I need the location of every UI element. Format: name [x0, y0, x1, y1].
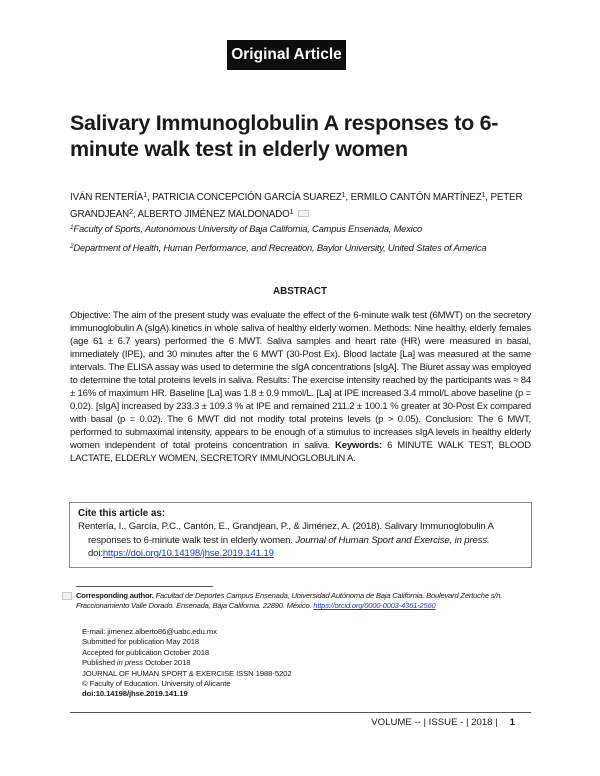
author-name: PETER GRANDJEAN — [70, 192, 523, 220]
article-type-banner: Original Article — [227, 40, 346, 70]
published-date: Published in press October 2018 — [82, 658, 191, 668]
publication-metadata — [82, 627, 502, 700]
citation-heading: Cite this article as: — [78, 508, 166, 519]
keywords: 6 MINUTE WALK TEST, BLOOD LACTATE, ELDERLY WOMEN, SECRETORY IMMUNOGLOBULIN A. — [70, 440, 531, 464]
author-affiliation-marker: 1 — [289, 209, 294, 216]
copyright: © Faculty of Education. University of Alicante — [82, 679, 231, 689]
abstract-heading: ABSTRACT — [273, 286, 327, 297]
volume-issue: VOLUME -- | ISSUE - | 2018 | — [371, 717, 498, 728]
author-affiliation-marker: 2 — [129, 209, 133, 216]
author-name: ERMILO CANTÓN MARTÍNEZ — [350, 192, 482, 203]
keywords-label: Keywords: — [335, 440, 383, 451]
orcid-link[interactable]: https://orcid.org/0000-0003-4361-2560 — [313, 601, 436, 611]
footnote-divider — [76, 586, 213, 587]
author-affiliation-marker: 1 — [341, 192, 346, 199]
page-number: 1 — [509, 717, 515, 728]
author-name: ALBERTO JIMÉNEZ MALDONADO — [137, 209, 290, 220]
author-affiliation-marker: 1 — [143, 192, 147, 199]
submitted-date: Submitted for publication May 2018 — [82, 637, 200, 647]
email[interactable]: E-mail: jimenez.alberto86@uabc.edu.mx — [82, 627, 217, 636]
affiliation-1: $^1$Faculty of Sports, Autonomous University of Baja California, Campus Ensenada, Mexico — [70, 223, 423, 234]
affiliation-2: $^2$Department of Health, Human Performance, and Recreation, Baylor University, United States of America — [70, 242, 487, 253]
page-footer — [371, 717, 515, 728]
author-name: IVÁN RENTERÍA — [70, 192, 144, 203]
article-doi: doi:10.14198/jhse.2019.141.19 — [82, 689, 188, 699]
author-name: PATRICIA CONCEPCIÓN GARCÍA SUAREZ — [152, 192, 342, 203]
corresponding-author: Corresponding author. Facultad de Deportes Campus Ensenada, Universidad Autónoma de Baja California. Boulevard Zertuche s/n. Fraccionamiento Valle Dorado. Ensenada, Baja California. 22890. México. https://orcid.org/0000-0003-4361-2560 — [76, 591, 503, 611]
author-affiliation-marker: 1 — [481, 192, 486, 199]
footer-divider — [70, 712, 531, 713]
mail-icon — [62, 592, 72, 600]
author-list: IVÁN RENTERÍA$^1$, PATRICIA CONCEPCIÓN GARCÍA SUAREZ$^1$, ERMILO CANTÓN MARTÍNEZ$^1$, PETER GRANDJEAN$^2$, ALBERTO JIMÉNEZ MALDONADO$^1$ — [70, 192, 523, 220]
accepted-date: Accepted for publication October 2018 — [82, 647, 210, 657]
doi-link[interactable]: https://doi.org/10.14198/jhse.2019.141.19 — [102, 548, 274, 559]
citation-text: Rentería, I., García, P.C., Cantón, E., Grandjean, P., & Jiménez, A. (2018). Salivary Immunoglobulin A responses to 6-minute walk test in elderly women. Journal of Human Sport and Exercise, in press. doi:https://doi.org/10.14198/jhse.2019.141.19 — [78, 521, 494, 559]
journal-issn: JOURNAL OF HUMAN SPORT & EXERCISE ISSN 1988-5202 — [82, 668, 292, 678]
citation-box — [69, 502, 532, 568]
mail-icon[interactable] — [298, 210, 309, 217]
abstract-body: Objective: The aim of the present study was evaluate the effect of the 6-minute walk test (6MWT) on the secretory immunoglobulin A (sIgA) kinetics in whole saliva of healthy elderly women. Methods: Nine healthy, elderly females (age 61 ± 6.7 years) performed the 6 MWT. Saliva samples and heart rate (HR) were measured in basal, immediately (IPE), and 30 minutes after the 6 MWT (30-Post Ex). Blood lactate [La] was measured at the same intervals. The ELISA assay was used to determine the sIgA concentrations [sIgA]. The Biuret assay was employed to determine the total proteins levels in saliva. Results: The exercise intensity reached by the participants was ≈ 84 ± 16% of maximum HR. Baseline [La] was 1.8 ± 0.9 mmol/L. [La] at IPE increased 3.4 mmol/L above baseline (p = 0.02). [sIgA] increased by 233.3 ± 109.3 % at IPE and remained 211.2 ± 100.1 % greater at 30-Post Ex compared with basal (p = 0.02). The 6 MWT did not modify total proteins levels (p > 0.05). Conclusion: The 6 MWT, performed to submaximal intensity, appears to be enough of a stimulus to increases sIgA levels in healthy elderly women independent of total proteins concentration in saliva. Keywords: 6 MINUTE WALK TEST, BLOOD LACTATE, ELDERLY WOMEN, SECRETORY IMMUNOGLOBULIN A. — [70, 310, 531, 464]
article-title: Salivary Immunoglobulin A responses to 6-minute walk test in elderly women — [70, 111, 499, 161]
